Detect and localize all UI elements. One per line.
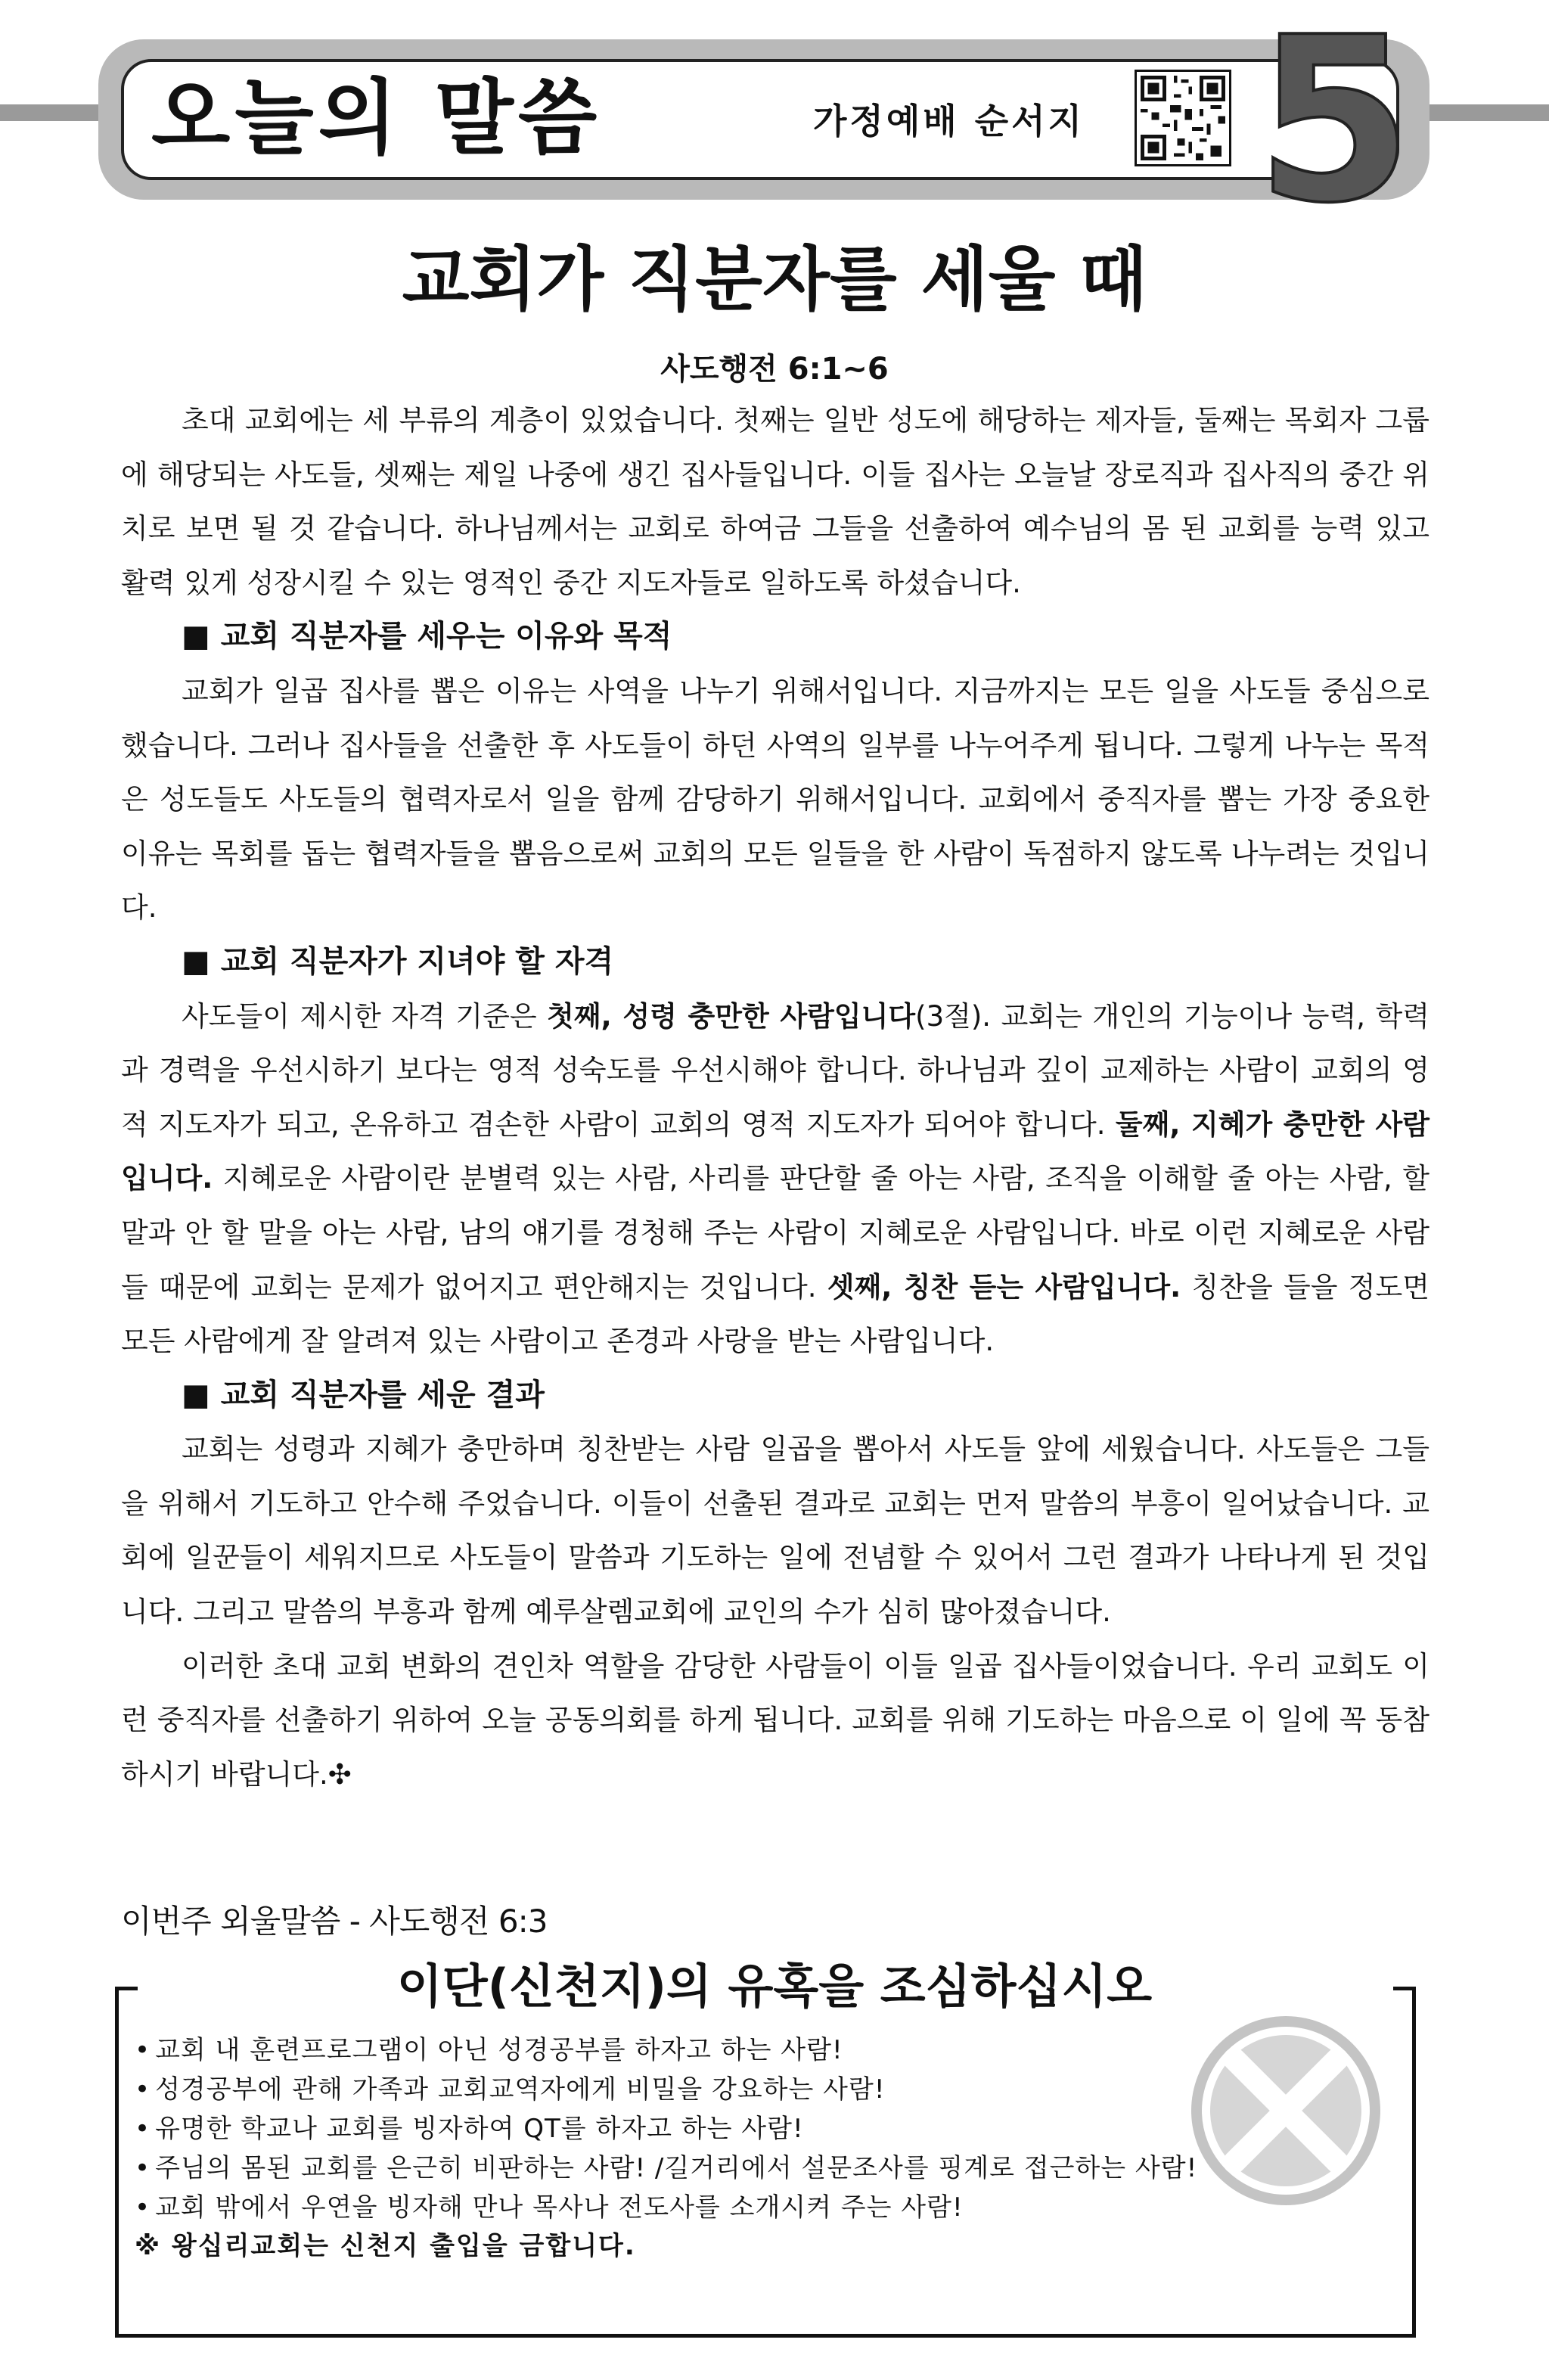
warning-note: ※ 왕십리교회는 신천지 출입을 금합니다. (135, 2231, 636, 2261)
closing-paragraph: 이러한 초대 교회 변화의 견인차 역할을 감당한 사람들이 이들 일곱 집사들이었습니다. 우리 교회도 이런 중직자를 선출하기 위하여 오늘 공동의회를 하게 됩니다. 교회를 위해 기도하는 마음으로 이 일에 꼭 동참하시기 바랍니다.✣ (121, 1649, 1429, 1791)
emphasis-third: 셋째, 칭찬 듣는 사람입니다. (827, 1270, 1181, 1303)
list-item: • 교회 내 훈련프로그램이 아닌 성경공부를 하자고 하는 사람! (135, 2030, 1405, 2070)
memory-verse: 이번주 외울말씀 - 사도행전 6:3 (121, 1903, 548, 1940)
emphasis-first: 첫째, 성령 충만한 사람입니다 (547, 999, 916, 1033)
text-run: 칭찬을 들을 정도면 모든 사람에게 잘 알려져 있는 사람이고 존경과 사랑을 받는 사람입니다. (121, 1270, 1429, 1358)
section-heading-result: ■ 교회 직분자를 세운 결과 (182, 1377, 545, 1412)
page-title: 오늘의 말씀 (151, 71, 602, 166)
list-item: • 성경공부에 관해 가족과 교회교역자에게 비밀을 강요하는 사람! (135, 2070, 1405, 2109)
purpose-paragraph: 교회가 일곱 집사를 뽑은 이유는 사역을 나누기 위해서입니다. 지금까지는 모든 일을 사도들 중심으로 했습니다. 그러나 집사들을 선출한 후 사도들이 하던 사역의 일부를 나누어주게 됩니다. 그렇게 나누는 목적은 성도들도 사도들의 협력자로서 일을 함께 감당하기 위해서입니다. 교회에서 중직자를 뽑는 가장 중요한 이유는 목회를 돕는 협력자들을 뽑음으로써 교회의 모든 일들을 한 사람이 독점하지 않도록 나누려는 것입니다. (121, 674, 1429, 924)
article-title: 교회가 직분자를 세울 때 (402, 239, 1147, 320)
section-heading-qualifications: ■ 교회 직분자가 지녀야 할 자격 (182, 943, 614, 979)
emphasis-second: 둘째, 지혜가 충만한 사람입니다. (121, 1108, 1430, 1195)
text-run: (3절). 교회는 개인의 기능이나 능력, 학력과 경력을 우선시하기 보다는 영적 성숙도를 우선시해야 합니다. 하나님과 깊이 교제하는 사람이 교회의 영적 지도자가 되고, 온유하고 겸손한 사람이 교회의 영적 지도자가 되어야 합니다. (121, 999, 1429, 1141)
result-paragraph: 교회는 성령과 지혜가 충만하며 칭찬받는 사람 일곱을 뽑아서 사도들 앞에 세웠습니다. 사도들은 그들을 위해서 기도하고 안수해 주었습니다. 이들이 선출된 결과로 교회는 먼저 말씀의 부흥이 일어났습니다. 교회에 일꾼들이 세워지므로 사도들이 말씀과 기도하는 일에 전념할 수 있어서 그런 결과가 나타나게 된 것입니다. 그리고 말씀의 부흥과 함께 예루살렘교회에 교인의 수가 심히 많아졌습니다. (121, 1433, 1429, 1629)
list-item: • 주님의 몸된 교회를 은근히 비판하는 사람! /길거리에서 설문조사를 핑계로 접근하는 사람! (135, 2149, 1405, 2188)
issue-number: 5 (1256, 0, 1414, 253)
list-item: • 교회 밖에서 우연을 빙자해 만나 목사나 전도사를 소개시켜 주는 사람! (135, 2188, 1405, 2227)
text-run: 사도들이 제시한 자격 기준은 (182, 999, 548, 1033)
intro-paragraph: 초대 교회에는 세 부류의 계층이 있었습니다. 첫째는 일반 성도에 해당하는 제자들, 둘째는 목회자 그룹에 해당되는 사도들, 셋째는 제일 나중에 생긴 집사들입니다. 이들 집사는 오늘날 장로직과 집사직의 중간 위치로 보면 될 것 같습니다. 하나님께서는 교회로 하여금 그들을 선출하여 예수님의 몸 된 교회를 능력 있고 활력 있게 성장시킬 수 있는 영적인 중간 지도자들로 일하도록 하셨습니다. (121, 404, 1429, 599)
qr-code-icon[interactable] (1135, 70, 1231, 166)
qualifications-paragraph (121, 990, 1429, 1369)
section-heading-purpose: ■ 교회 직분자를 세우는 이유와 목적 (182, 619, 672, 654)
page-subtitle: 가정예배 순서지 (813, 101, 1085, 141)
warning-list (135, 2030, 1405, 2227)
warning-title: 이단(신천지)의 유혹을 조심하십시오 (396, 1959, 1153, 2014)
article-body (121, 393, 1429, 1801)
list-item: • 유명한 학교나 교회를 빙자하여 QT를 하자고 하는 사람! (135, 2109, 1405, 2149)
text-run: 지혜로운 사람이란 분별력 있는 사람, 사리를 판단할 줄 아는 사람, 조직을 이해할 줄 아는 사람, 할 말과 안 할 말을 아는 사람, 남의 얘기를 경청해 주는 사람이 지혜로운 사람입니다. 바로 이런 지혜로운 사람들 때문에 교회는 문제가 없어지고 편안해지는 것입니다. (121, 1162, 1429, 1303)
scripture-reference: 사도행전 6:1~6 (660, 352, 889, 387)
